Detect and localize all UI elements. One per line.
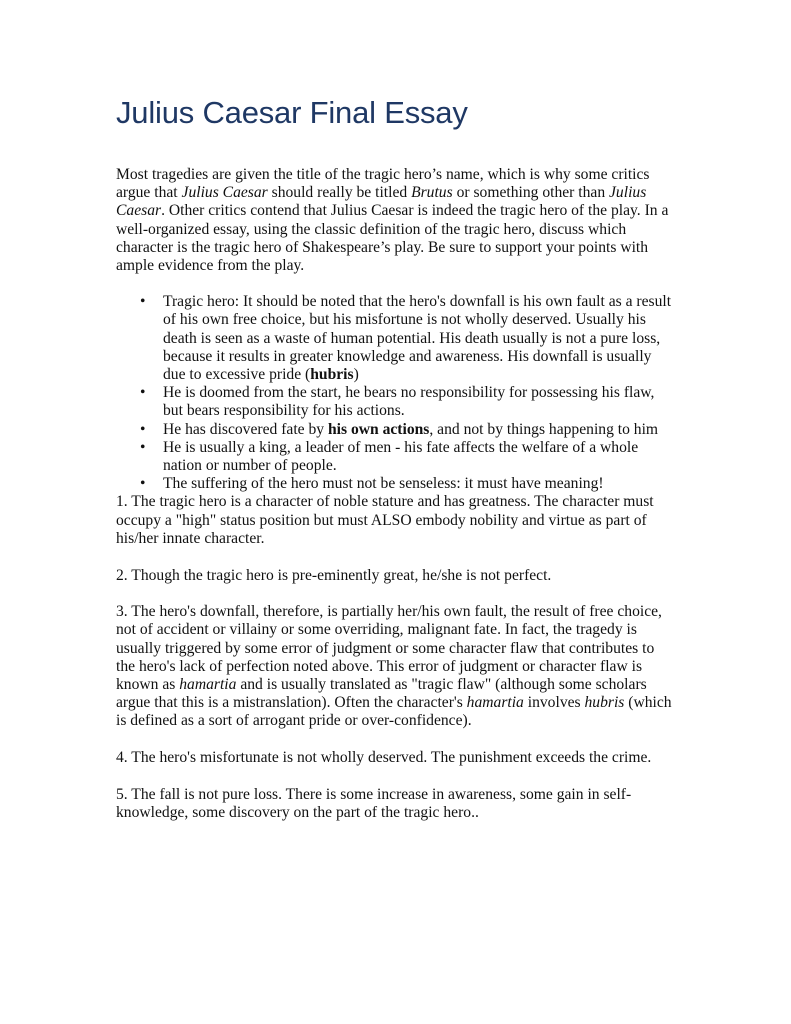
intro-text-1: Most tragedies are given the title of the tragic hero’s name, which is why some critics argue that xyxy=(116,166,650,202)
numbered-point-3 xyxy=(116,603,676,730)
point-3-text-d: (which is defined as a sort of arrogant pride or over-confidence). xyxy=(116,694,672,730)
intro-italic-julius-caesar-2: Julius Caesar xyxy=(116,184,647,220)
point-3-italic-hamartia: hamartia xyxy=(179,676,237,694)
point-3-text-b: and is usually translated as "tragic flaw" (although some scholars argue that this is a mistranslation). Often the character's xyxy=(116,676,647,712)
bullet-text-end: , and not by things happening to him xyxy=(429,420,659,438)
bullet-text: The suffering of the hero must not be senseless: it must have meaning! xyxy=(163,475,604,493)
bullet-text: He is doomed from the start, he bears no responsibility for possessing his flaw, but bears responsibility for his actions. xyxy=(163,384,655,420)
numbered-point-2: 2. Though the tragic hero is pre-eminently great, he/she is not perfect. xyxy=(116,566,552,584)
point-3-text-c: involves xyxy=(523,694,585,712)
bullet-bold-own-actions: his own actions xyxy=(327,420,430,438)
bullet-icon: • xyxy=(140,420,146,438)
tragic-hero-bullet-list xyxy=(116,293,676,493)
bullet-icon: • xyxy=(140,438,146,456)
intro-text-3: or something other than xyxy=(452,184,610,202)
point-3-text-a: 3. The hero's downfall, therefore, is partially her/his own fault, the result of free choice, not of accident or villainy or some overriding, malignant fate. In fact, the tragedy is usually triggered by some error of judgment or some character flaw that contributes to the hero's lack of perfection noted above. This error of judgment or character flaw is known as xyxy=(116,603,662,694)
bullet-text: He has discovered fate by xyxy=(163,420,328,438)
bullet-icon: • xyxy=(140,293,146,311)
point-3-italic-hamartia-2: hamartia xyxy=(466,694,524,712)
intro-italic-brutus: Brutus xyxy=(411,184,453,202)
document-title: Julius Caesar Final Essay xyxy=(116,95,468,130)
list-item xyxy=(140,420,676,439)
point-3-italic-hubris: hubris xyxy=(584,694,625,712)
list-item xyxy=(140,475,676,493)
numbered-point-4: 4. The hero's misfortunate is not wholly deserved. The punishment exceeds the crime. xyxy=(116,749,652,767)
intro-paragraph xyxy=(116,166,676,275)
bullet-icon: • xyxy=(140,384,146,402)
intro-text-4: . Other critics contend that Julius Caesar is indeed the tragic hero of the play. In a well-organized essay, using the classic definition of the tragic hero, discuss which character is the tragic hero of Shakespeare’s play. Be sure to support your points with ample evidence from the play. xyxy=(116,202,669,275)
list-item xyxy=(140,384,676,420)
intro-italic-julius-caesar: Julius Caesar xyxy=(181,184,268,202)
document-page xyxy=(116,88,676,841)
bullet-text-end: ) xyxy=(353,366,359,384)
bullet-bold-hubris: hubris xyxy=(310,366,354,384)
bullet-text: He is usually a king, a leader of men - his fate affects the welfare of a whole nation or number of people. xyxy=(163,438,639,475)
bullet-icon: • xyxy=(140,475,146,493)
list-item xyxy=(140,293,676,384)
numbered-point-1: 1. The tragic hero is a character of noble stature and has greatness. The character must occupy a "high" status position but must ALSO embody nobility and virtue as part of his/her innate character. xyxy=(116,493,654,547)
intro-text-2: should really be titled xyxy=(267,184,412,202)
bullet-text: Tragic hero: It should be noted that the hero's downfall is his own fault as a result of his own free choice, but his misfortune is not wholly deserved. Usually his death is seen as a waste of human potential. His death usually is not a pure loss, because it results in greater knowledge and awareness. His downfall is usually due to excessive pride ( xyxy=(163,293,672,384)
list-item xyxy=(140,438,676,475)
numbered-point-5: 5. The fall is not pure loss. There is some increase in awareness, some gain in self-knowledge, some discovery on the part of the tragic hero.. xyxy=(116,785,632,822)
